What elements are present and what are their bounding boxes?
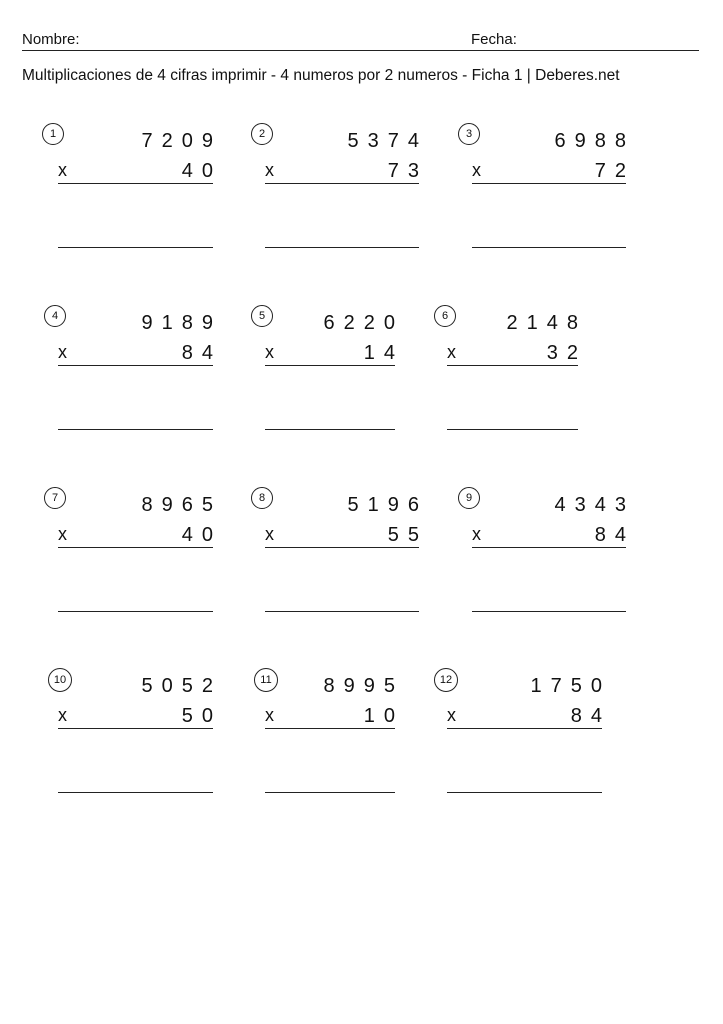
times-sign: x — [58, 160, 67, 180]
problem-number: 10 — [48, 668, 72, 692]
date-label: Fecha: — [471, 31, 517, 48]
multiplicand: 4343 — [554, 494, 635, 516]
times-sign: x — [472, 160, 481, 180]
problem-number: 4 — [44, 305, 66, 327]
product-rule — [58, 728, 213, 729]
answer-line[interactable] — [265, 247, 419, 248]
product-rule — [58, 365, 213, 366]
multiplicand: 6988 — [554, 130, 635, 152]
answer-line[interactable] — [472, 611, 626, 612]
multiplier: 50 — [181, 705, 222, 727]
product-rule — [472, 183, 626, 184]
multiplicand: 5052 — [141, 675, 222, 697]
multiplier: 72 — [594, 160, 635, 182]
answer-line[interactable] — [265, 429, 395, 430]
problem-number: 9 — [458, 487, 480, 509]
problem-number: 12 — [434, 668, 458, 692]
multiplier: 55 — [387, 524, 428, 546]
times-sign: x — [265, 160, 274, 180]
product-rule — [58, 183, 213, 184]
answer-line[interactable] — [58, 611, 213, 612]
multiplier: 40 — [181, 160, 222, 182]
problem-number: 7 — [44, 487, 66, 509]
problem-number: 2 — [251, 123, 273, 145]
product-rule — [472, 547, 626, 548]
problem-number: 11 — [254, 668, 278, 692]
multiplier: 84 — [570, 705, 611, 727]
product-rule — [265, 183, 419, 184]
problem-number: 5 — [251, 305, 273, 327]
product-rule — [265, 547, 419, 548]
times-sign: x — [447, 342, 456, 362]
times-sign: x — [58, 342, 67, 362]
multiplicand: 5196 — [347, 494, 428, 516]
times-sign: x — [265, 705, 274, 725]
multiplicand: 8995 — [323, 675, 404, 697]
times-sign: x — [447, 705, 456, 725]
answer-line[interactable] — [265, 611, 419, 612]
product-rule — [265, 728, 395, 729]
multiplier: 84 — [181, 342, 222, 364]
multiplier: 14 — [363, 342, 404, 364]
product-rule — [265, 365, 395, 366]
multiplier: 40 — [181, 524, 222, 546]
multiplicand: 9189 — [141, 312, 222, 334]
problem-number: 6 — [434, 305, 456, 327]
multiplier: 73 — [387, 160, 428, 182]
worksheet-title: Multiplicaciones de 4 cifras imprimir - 4 numeros por 2 numeros - Ficha 1 | Deberes.net — [22, 67, 620, 84]
answer-line[interactable] — [447, 792, 602, 793]
multiplier: 84 — [594, 524, 635, 546]
multiplicand: 6220 — [323, 312, 404, 334]
answer-line[interactable] — [447, 429, 578, 430]
times-sign: x — [265, 342, 274, 362]
multiplier: 32 — [546, 342, 587, 364]
answer-line[interactable] — [472, 247, 626, 248]
times-sign: x — [58, 524, 67, 544]
problem-number: 3 — [458, 123, 480, 145]
name-label: Nombre: — [22, 31, 80, 48]
times-sign: x — [472, 524, 481, 544]
multiplicand: 2148 — [506, 312, 587, 334]
multiplicand: 1750 — [530, 675, 611, 697]
multiplicand: 8965 — [141, 494, 222, 516]
product-rule — [447, 728, 602, 729]
times-sign: x — [265, 524, 274, 544]
product-rule — [58, 547, 213, 548]
answer-line[interactable] — [265, 792, 395, 793]
problem-number: 8 — [251, 487, 273, 509]
answer-line[interactable] — [58, 429, 213, 430]
times-sign: x — [58, 705, 67, 725]
answer-line[interactable] — [58, 792, 213, 793]
header-divider — [22, 50, 699, 51]
multiplier: 10 — [363, 705, 404, 727]
problem-number: 1 — [42, 123, 64, 145]
product-rule — [447, 365, 578, 366]
answer-line[interactable] — [58, 247, 213, 248]
multiplicand: 5374 — [347, 130, 428, 152]
multiplicand: 7209 — [141, 130, 222, 152]
